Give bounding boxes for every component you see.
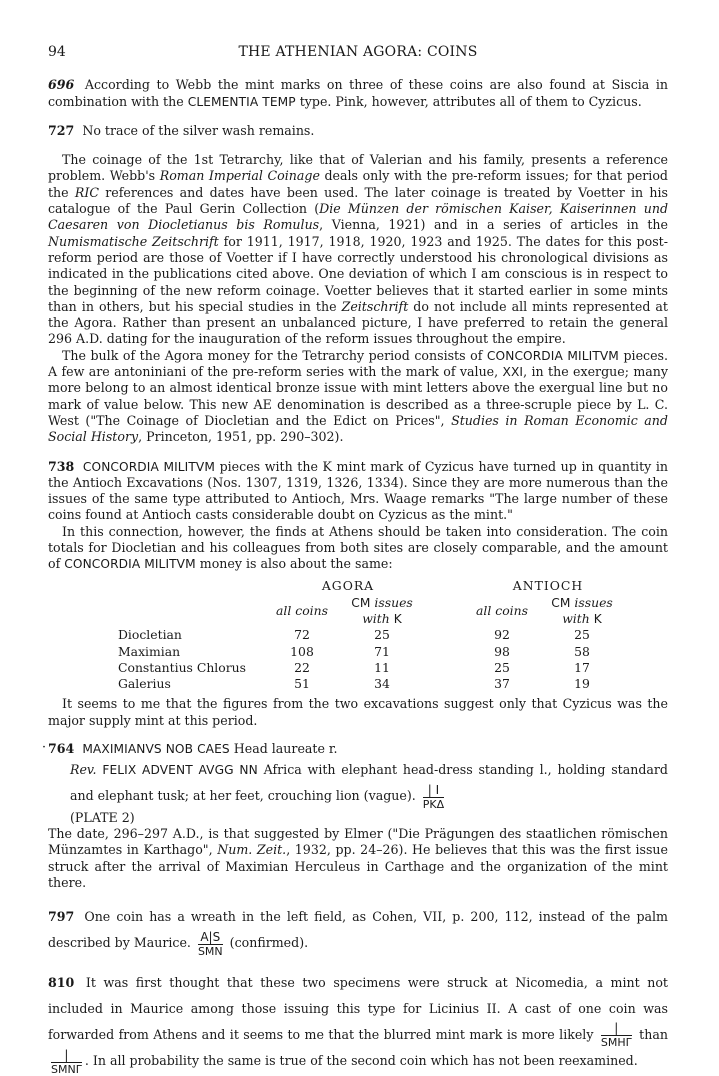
- text-run: money is also about the same:: [199, 556, 393, 572]
- coin-legend: CONCORDIA MILITVM: [82, 459, 215, 474]
- mint-mark: [423, 784, 444, 810]
- note-797: [48, 904, 668, 957]
- column-header-cm-issues: [536, 595, 628, 628]
- note-number: 797: [48, 909, 75, 925]
- note-727: [48, 123, 668, 139]
- entry-number: 764: [48, 740, 75, 756]
- book-title: Studies in Roman Economic and Social History: [48, 412, 668, 445]
- mint-mark: [198, 931, 223, 957]
- running-head: THE ATHENIAN AGORA: COINS: [238, 44, 478, 60]
- note-810: [48, 970, 668, 1075]
- cell-antioch-k: 25: [574, 627, 590, 643]
- text-run: , Princeton, 1951, pp. 290–302).: [138, 429, 344, 445]
- cell-antioch-all: 92: [494, 627, 510, 643]
- reverse-label: Rev.: [70, 762, 97, 778]
- journal-title: Numismatische Zeitschrift: [48, 233, 219, 249]
- k-mark: K: [593, 611, 602, 626]
- issues-with-label: issues with: [562, 594, 613, 626]
- cell-antioch-all: 25: [494, 659, 510, 675]
- table-row: [118, 660, 628, 676]
- note-text: According to Webb the mint marks on three of these coins are also found at Siscia in combination with the: [48, 77, 668, 109]
- text-run: references and dates have been used. The later coinage is treated by Voetter in his catalogue of the Paul Gerin Collection (: [48, 184, 668, 217]
- cell-agora-k: 11: [374, 659, 390, 675]
- reverse-description: Africa with elephant head-dress standing l., holding standard and elephant tusk; at her feet, crouching lion (vague).: [70, 762, 668, 804]
- column-header-all-coins: all coins: [276, 602, 328, 618]
- coin-legend: CONCORDIA MILITVM: [64, 557, 196, 572]
- text-run: The coinage of the 1st Tetrarchy, like that of Valerian and his family, presents a reference problem. Webb's: [48, 152, 668, 184]
- paragraph-connection: [48, 524, 668, 573]
- text-run: The bulk of the Agora money for the Tetrarchy period consists of: [62, 347, 483, 363]
- note-738: [48, 459, 668, 524]
- text-run: , in the exergue; many more belong to an almost identical bronze issue with mint letters above the exergual line but no mark of value below. This new AE denomination is described as a three-scruple piece by L. C. West ("The Coinage of Diocletian and the Edict on Prices",: [48, 364, 668, 428]
- cell-agora-all: 22: [294, 659, 310, 675]
- journal-title: Num. Zeit.: [217, 842, 287, 858]
- entry-comment: [48, 826, 668, 891]
- obverse-legend: MAXIMIANVS NOB CAES: [82, 741, 230, 756]
- cm-abbrev: CM: [551, 595, 571, 610]
- mint-mark: [51, 1049, 82, 1075]
- obverse-description: Head laureate r.: [233, 740, 338, 756]
- text-run: for 1911, 1917, 1918, 1920, 1923 and 1925. The dates for this post-reform period are those of Voetter if I have correctly understood his chronological divisions as indicated in the publications cited above. One deviation of which I am conscious is in respect to the beginning of the new reform coinage. Voetter believes that it started earlier in some mints than in others, but his special studies in the: [48, 233, 668, 314]
- cell-antioch-all: 37: [494, 676, 510, 692]
- note-number: 727: [48, 122, 75, 138]
- emperor-name: Diocletian: [118, 627, 182, 643]
- note-text: One coin has a wreath in the left field, as Cohen, VII, p. 200, 112, instead of the palm described by Maurice.: [48, 909, 668, 951]
- mint-mark-field: |: [51, 1049, 82, 1063]
- mint-mark-field: | I: [423, 784, 444, 798]
- note-text: . In all probability the same is true of the second coin which has not been reexamined.: [84, 1053, 638, 1069]
- coin-legend: CONCORDIA MILITVM: [486, 348, 619, 363]
- note-number: 810: [48, 974, 75, 990]
- paragraph-coinage: [48, 152, 668, 348]
- note-number: 738: [48, 458, 75, 474]
- cell-agora-k: 25: [374, 627, 390, 643]
- journal-title: Zeitschrift: [341, 298, 409, 314]
- mint-mark-field: |: [601, 1022, 632, 1036]
- margin-dot: ·: [42, 738, 47, 754]
- mint-mark-field: A|S: [198, 931, 223, 945]
- reverse-legend: FELIX ADVENT AVGG NN: [102, 763, 258, 778]
- paragraph-bulk: [48, 348, 668, 446]
- mint-mark-exergue: SMNΓ: [51, 1062, 82, 1076]
- note-text: It was first thought that these two specimens were struck at Nicomedia, a mint not included in Maurice among those issuing this type for Licinius II. A cast of one coin was forwarded from Athens and it seems to me that the blurred mint mark is more likely: [48, 974, 668, 1042]
- cm-abbrev: CM: [351, 595, 371, 610]
- text-run: , Vienna, 1921) and in a series of articles in the: [319, 217, 668, 233]
- emperor-name: Maximian: [118, 643, 181, 659]
- k-mark: K: [393, 611, 402, 626]
- coin-count-table: [118, 578, 628, 693]
- page-number: 94: [48, 44, 66, 60]
- text-run: pieces. A few are antoniniani of the pre-reform series with the mark of value,: [48, 347, 668, 380]
- obverse-line: [42, 738, 668, 757]
- column-header-cm-issues: [336, 595, 428, 628]
- catalogue-entry-764: [42, 738, 668, 891]
- table-group-antioch: ANTIOCH: [512, 577, 584, 593]
- emperor-name: Galerius: [118, 676, 171, 692]
- note-text: (confirmed).: [229, 935, 309, 951]
- note-text: pieces with the K mint mark of Cyzicus have turned up in quantity in the Antioch Excavations (Nos. 1307, 1319, 1326, 1334). Since they are more numerous than the issues of the same type attributed to Antioch, Mrs. Waage remarks "The large number of these coins found at Antioch casts considerable doubt on Cyzicus as the mint.": [48, 458, 668, 523]
- coin-legend: XXI: [502, 365, 524, 380]
- note-number: 696: [48, 77, 75, 93]
- cell-antioch-k: 17: [574, 659, 590, 675]
- table-row: [118, 644, 628, 660]
- mint-mark: [601, 1022, 632, 1048]
- page-header: [48, 44, 668, 60]
- cell-agora-all: 72: [294, 627, 310, 643]
- cell-agora-k: 71: [374, 643, 390, 659]
- table-row: [118, 627, 628, 643]
- cell-agora-all: 108: [290, 643, 314, 659]
- cell-agora-all: 51: [294, 676, 310, 692]
- plate-reference: (PLATE 2): [70, 809, 135, 825]
- text-run: In this connection, however, the finds at Athens should be taken into consideration. The coin totals for Diocletian and his colleagues from both sites are closely comparable, and the amount of: [48, 523, 668, 572]
- emperor-name: Constantius Chlorus: [118, 659, 246, 675]
- abbrev-title: RIC: [74, 184, 99, 200]
- mint-mark-exergue: PKΔ: [422, 797, 445, 811]
- mint-mark-exergue: SMN: [197, 944, 223, 958]
- cell-antioch-k: 58: [574, 643, 590, 659]
- note-text: type. Pink, however, attributes all of them to Cyzicus.: [299, 93, 642, 109]
- text-run: do not include all mints represented at the Agora. Rather than present an unbalanced picture, I have preferred to retain the general 296 A.D. dating for the inauguration of the reform issues throughout the empire.: [48, 298, 668, 347]
- table-group-agora: AGORA: [321, 577, 375, 593]
- book-title: Roman Imperial Coinage: [159, 168, 320, 184]
- text-run: The date, 296–297 A.D., is that suggested by Elmer ("Die Prägungen des staatlichen römischen Münzamtes in Karthago",: [48, 826, 668, 858]
- note-text: than: [639, 1026, 668, 1042]
- book-title: Die Münzen der römischen Kaiser, Kaiserinnen und Caesaren von Diocletianus bis Romulus: [48, 201, 668, 233]
- paragraph-figures: It seems to me that the figures from the two excavations suggest only that Cyzicus was the major supply mint at this period.: [48, 696, 668, 728]
- cell-antioch-k: 19: [574, 676, 590, 692]
- page: [42, 44, 668, 1076]
- text-run: , 1932, pp. 24–26). He believes that this was the first issue struck after the arrival of Maximian Herculeus in Carthage and the organization of the mint there.: [48, 842, 668, 890]
- reverse-line: [48, 757, 668, 810]
- text-run: deals only with the pre-reform issues; for that period the: [48, 168, 668, 200]
- table-row: [118, 676, 628, 692]
- cell-antioch-all: 98: [494, 643, 510, 659]
- note-text: No trace of the silver wash remains.: [82, 122, 315, 138]
- note-696: [48, 77, 668, 110]
- mint-mark-exergue: SMHΓ: [600, 1036, 632, 1050]
- column-header-all-coins: all coins: [476, 602, 528, 618]
- issues-with-label: issues with: [362, 594, 413, 626]
- coin-legend: CLEMENTIA TEMP: [187, 94, 296, 109]
- cell-agora-k: 34: [374, 676, 390, 692]
